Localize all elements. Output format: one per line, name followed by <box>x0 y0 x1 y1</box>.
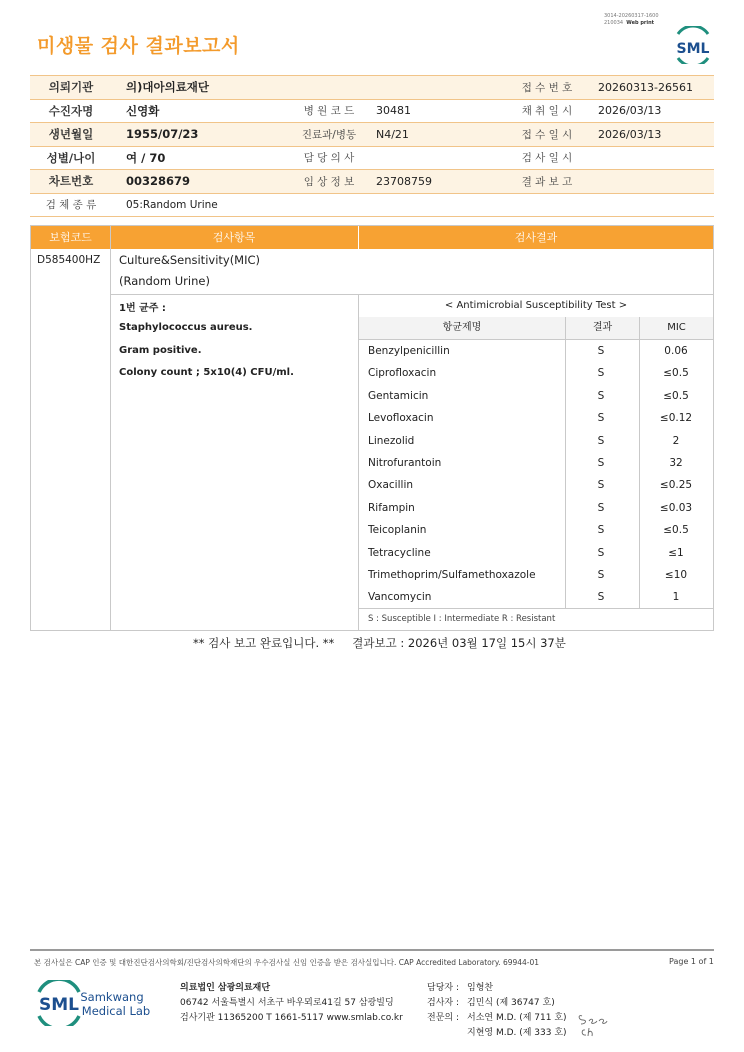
ast-mic: 32 <box>669 457 683 469</box>
value-receipt-date: 2026/03/13 <box>598 127 662 141</box>
value-patient-name: 신영화 <box>126 103 160 118</box>
accreditation-note: 본 검사실은 CAP 인증 및 대한진단검사의학회/진단검사의학재단의 우수검사실 신임 인증을 받은 검사실입니다. CAP Accredited Laboratory. 69944-01 <box>34 958 540 967</box>
value-collection-date: 2026/03/13 <box>598 104 662 118</box>
ast-row <box>359 586 713 608</box>
ast-drug: Rifampin <box>368 501 415 514</box>
footer-divider <box>30 949 714 951</box>
ast-drug: Tetracycline <box>368 546 431 559</box>
ast-mic: 2 <box>672 434 680 447</box>
ast-result: S <box>597 569 605 581</box>
results-header <box>31 226 713 249</box>
ast-title: < Antimicrobial Susceptibility Test > <box>444 300 628 311</box>
completion-note <box>193 635 584 651</box>
page-number: Page 1 of 1 <box>669 957 714 966</box>
ast-mic: 1 <box>672 591 680 604</box>
label-requester: 의뢰기관 <box>48 80 94 95</box>
label-specimen: 검 체 종 류 <box>45 199 97 212</box>
staff-value: 김민식 (제 36747 호) <box>467 998 555 1008</box>
value-chart-number: 00328679 <box>126 174 191 189</box>
value-birth-date: 1955/07/23 <box>126 127 199 142</box>
ast-result: S <box>597 546 605 559</box>
col-result: 결과 <box>566 317 639 339</box>
ast-drug: Gentamicin <box>368 389 429 402</box>
test-item-specimen: (Random Urine) <box>119 274 210 288</box>
company-info <box>180 981 403 1026</box>
ast-result: S <box>597 434 605 447</box>
ast-result: S <box>597 389 605 402</box>
col-mic: MIC <box>640 317 713 339</box>
samkwang-logo-icon <box>36 980 158 1026</box>
company-contact: 검사기관 11365200 T 1661-5117 www.smlab.co.kr <box>180 1013 403 1023</box>
logo-word-medical-lab: Medical Lab <box>81 1004 151 1018</box>
value-sex-age: 여 / 70 <box>126 150 166 165</box>
ast-row <box>359 519 713 541</box>
company-name: 의료법인 삼광의료재단 <box>180 983 271 993</box>
ast-drug: Ciprofloxacin <box>368 367 437 380</box>
label-result-report: 결 과 보 고 <box>521 175 573 188</box>
label-receipt-date: 접 수 일 시 <box>521 128 573 141</box>
ast-result: S <box>597 457 605 469</box>
label-doctor: 담 당 의 사 <box>303 152 355 165</box>
ast-mic: ≤0.03 <box>659 501 693 514</box>
ast-drug: Linezolid <box>368 434 415 447</box>
ast-drug: Oxacillin <box>368 479 414 492</box>
value-receipt-number: 20260313-26561 <box>598 80 693 94</box>
organism-colony-count: Colony count ; 5x10(4) CFU/ml. <box>119 367 294 378</box>
report-time: 결과보고 : 2026년 03월 17일 15시 37분 <box>352 636 566 650</box>
value-specimen: 05:Random Urine <box>126 198 218 211</box>
ast-mic: ≤0.5 <box>663 367 689 380</box>
print-meta <box>604 13 659 27</box>
label-collection-date: 채 취 일 시 <box>521 105 573 118</box>
ast-row <box>359 362 713 384</box>
staff-label <box>427 1026 467 1041</box>
ast-result: S <box>597 479 605 492</box>
staff-label: 담당자 : <box>427 983 459 993</box>
info-row <box>30 147 714 171</box>
ast-row <box>359 340 713 362</box>
test-item-name: Culture&Sensitivity(MIC) <box>119 253 261 267</box>
company-address: 06742 서울특별시 서초구 바우뫼로41길 57 삼광빌딩 <box>180 998 394 1008</box>
ast-mic: ≤1 <box>668 546 684 559</box>
ast-row <box>359 430 713 452</box>
staff-value: 임형찬 <box>467 983 494 993</box>
logo-word-samkwang: Samkwang <box>80 990 144 1004</box>
label-patient-name: 수진자명 <box>48 103 94 118</box>
page-title: 미생물 검사 결과보고서 <box>37 35 240 57</box>
sml-logo-text: SML <box>676 41 710 57</box>
ast-mic: ≤0.5 <box>663 389 689 402</box>
header-item: 검사항목 <box>212 231 256 244</box>
label-hospital-code: 병 원 코 드 <box>303 105 355 118</box>
value-requester: 의)대아의료재단 <box>126 80 210 95</box>
ast-mic: ≤0.5 <box>663 524 689 537</box>
ast-mic: 0.06 <box>664 345 688 357</box>
info-row-specimen <box>30 194 714 218</box>
ast-row <box>359 385 713 407</box>
print-code: 210034 <box>604 20 624 26</box>
label-birth-date: 생년월일 <box>48 127 94 142</box>
ast-mic: ≤10 <box>664 569 688 581</box>
label-receipt-number: 접 수 번 호 <box>521 81 573 94</box>
info-row <box>30 100 714 124</box>
ast-drug: Vancomycin <box>368 591 432 604</box>
header-code: 보험코드 <box>49 231 92 244</box>
ast-result: S <box>597 367 605 380</box>
insurance-code: D585400HZ <box>37 254 101 266</box>
ast-row <box>359 407 713 429</box>
staff-info <box>427 981 567 1041</box>
print-type: Web print <box>626 20 655 26</box>
col-drug: 항균제명 <box>359 317 565 339</box>
ast-row <box>359 474 713 496</box>
staff-label: 검사자 : <box>427 998 459 1008</box>
ast-legend: S : Susceptible I : Intermediate R : Resistant <box>368 614 556 624</box>
header-result: 검사결과 <box>514 231 558 244</box>
ast-drug: Levofloxacin <box>368 412 434 425</box>
samkwang-logo-mark: SML <box>39 995 79 1015</box>
staff-value: 서소연 M.D. (제 711 호) <box>467 1013 567 1023</box>
sml-logo-icon <box>672 26 714 64</box>
info-row <box>30 76 714 100</box>
staff-value: 지현영 M.D. (제 333 호) <box>467 1028 567 1038</box>
ast-result: S <box>597 501 605 514</box>
organism-name: Staphylococcus aureus. <box>119 322 253 333</box>
organism-number: 1번 균주 : <box>119 303 166 314</box>
ast-drug: Nitrofurantoin <box>368 457 442 469</box>
ast-mic: ≤0.25 <box>659 479 693 492</box>
ast-drug: Trimethoprim/Sulfamethoxazole <box>368 569 536 581</box>
patient-info-table <box>30 75 714 217</box>
results-table <box>30 225 714 631</box>
ast-row <box>359 497 713 519</box>
info-row <box>30 123 714 147</box>
ast-row <box>359 452 713 474</box>
ast-result: S <box>597 345 605 357</box>
complete-text: ** 검사 보고 완료입니다. ** <box>193 636 335 650</box>
ast-row <box>359 542 713 564</box>
ast-result: S <box>597 524 605 537</box>
info-row <box>30 170 714 194</box>
label-sex-age: 성별/나이 <box>46 150 96 165</box>
organism-gram: Gram positive. <box>119 345 202 356</box>
value-department: N4/21 <box>376 127 409 141</box>
ast-result: S <box>597 591 605 604</box>
label-clinical-info: 임 상 정 보 <box>303 175 355 188</box>
ast-drug: Benzylpenicillin <box>368 345 450 357</box>
ast-row <box>359 564 713 586</box>
value-clinical-info: 23708759 <box>376 174 432 188</box>
signature-icon <box>576 1010 616 1040</box>
ast-drug: Teicoplanin <box>368 524 427 537</box>
print-id: 3014-20260317-1600 <box>604 13 659 19</box>
staff-label: 전문의 : <box>427 1013 459 1023</box>
label-chart-number: 차트번호 <box>48 174 94 189</box>
label-department: 진료과/병동 <box>301 128 357 141</box>
label-test-date: 검 사 일 시 <box>521 152 573 165</box>
ast-mic: ≤0.12 <box>659 412 693 425</box>
ast-result: S <box>597 412 605 425</box>
value-hospital-code: 30481 <box>376 104 411 118</box>
